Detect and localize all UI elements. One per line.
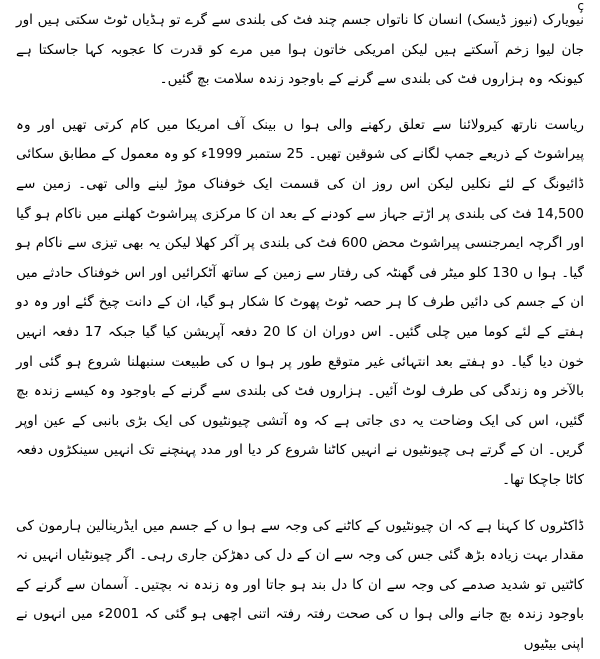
paragraph-1: نیویارک (نیوز ڈیسک) انسان کا ناتواں جسم چند فٹ کی بلندی سے گرے تو ہڈیاں ٹوٹ سکتی ہیں اور جان لیوا زخم آسکتے ہیں لیکن امریکی خاتون ہوا میں مرے کو قدرت کا عجوبہ کہا جاسکتا ہے کیونکہ وہ ہزاروں فٹ کی بلندی سے گرنے کے باوجود زندہ سلامت بچ گئیں۔ [16,6,584,95]
paragraph-2: ریاست نارتھ کیرولائنا سے تعلق رکھنے والی ہوا ں بینک آف امریکا میں کام کرتی تھیں اور وہ پیراشوٹ کے ذریعے جمپ لگانے کی شوقین تھیں۔ 25 ستمبر 1999ء کو وہ معمول کے مطابق سکائی ڈائیونگ کے لئے نکلیں لیکن اس روز ان کی قسمت ایک خوفناک موڑ لینے والی تھی۔ زمین سے 14,500 فٹ کی بلندی پر اڑتے جہاز سے کودنے کے بعد ان کا مرکزی پیراشوٹ کھلنے میں ناکام ہو گیا اور اگرچہ ایمرجنسی پیراشوٹ محض 600 فٹ کی بلندی پر آکر کھلا لیکن یہ بھی تیزی سے ناکام ہو گیا۔ ہوا ں 130 کلو میٹر فی گھنٹہ کی رفتار سے زمین کے ساتھ آٹکرائیں اور اس خوفناک حادثے میں ان کے جسم کی دائیں طرف کا ہر حصہ ٹوٹ پھوٹ کا شکار ہو گیا، ان کے دانت چیخ گئے اور وہ دو ہفتے کے لئے کوما میں چلی گئیں۔ اس دوران ان کا 20 دفعہ آپریشن کیا گیا جبکہ 17 دفعہ انہیں خون دیا گیا۔ دو ہفتے بعد انتہائی غیر متوقع طور پر ہوا ں کی طبیعت سنبھلنا شروع ہو گئی اور بالآخر وہ زندگی کی طرف لوٹ آئیں۔ ہزاروں فٹ کی بلندی سے گرنے کے باوجود وہ کیسے زندہ بچ گئیں، اس کی ایک وضاحت یہ دی جاتی ہے کہ وہ آتشی چیونٹیوں کی ایک بڑی بانبی کے عین اوپر گریں۔ ان کے گرتے ہی چیونٹیوں نے انہیں کاٹنا شروع کر دیا اور مدد پہنچنے تک انہیں سینکڑوں دفعہ کاٹا جاچکا تھا۔ [16,111,584,496]
paragraph-3: ڈاکٹروں کا کہنا ہے کہ ان چیونٹیوں کے کاٹنے کی وجہ سے ہوا ں کے جسم میں ایڈرینالین ہارمون کی مقدار بہت زیادہ بڑھ گئی جس کی وجہ سے ان کے دل کی دھڑکن جاری رہی۔ اگر چیونٹیاں انہیں نہ کاٹتیں تو شدید صدمے کی وجہ سے ان کا دل بند ہو جاتا اور وہ زندہ نہ بچتیں۔ آسمان سے گرنے کے باوجود زندہ بچ جانے والی ہوا ں کی صحت رفتہ رفتہ اتنی اچھی ہو گئی کہ 2001ء میں انہوں نے اپنی بیٹیوں [16,512,584,659]
article-page [16,0,584,600]
corner-mark: ç [577,0,584,12]
article-body [16,6,584,659]
